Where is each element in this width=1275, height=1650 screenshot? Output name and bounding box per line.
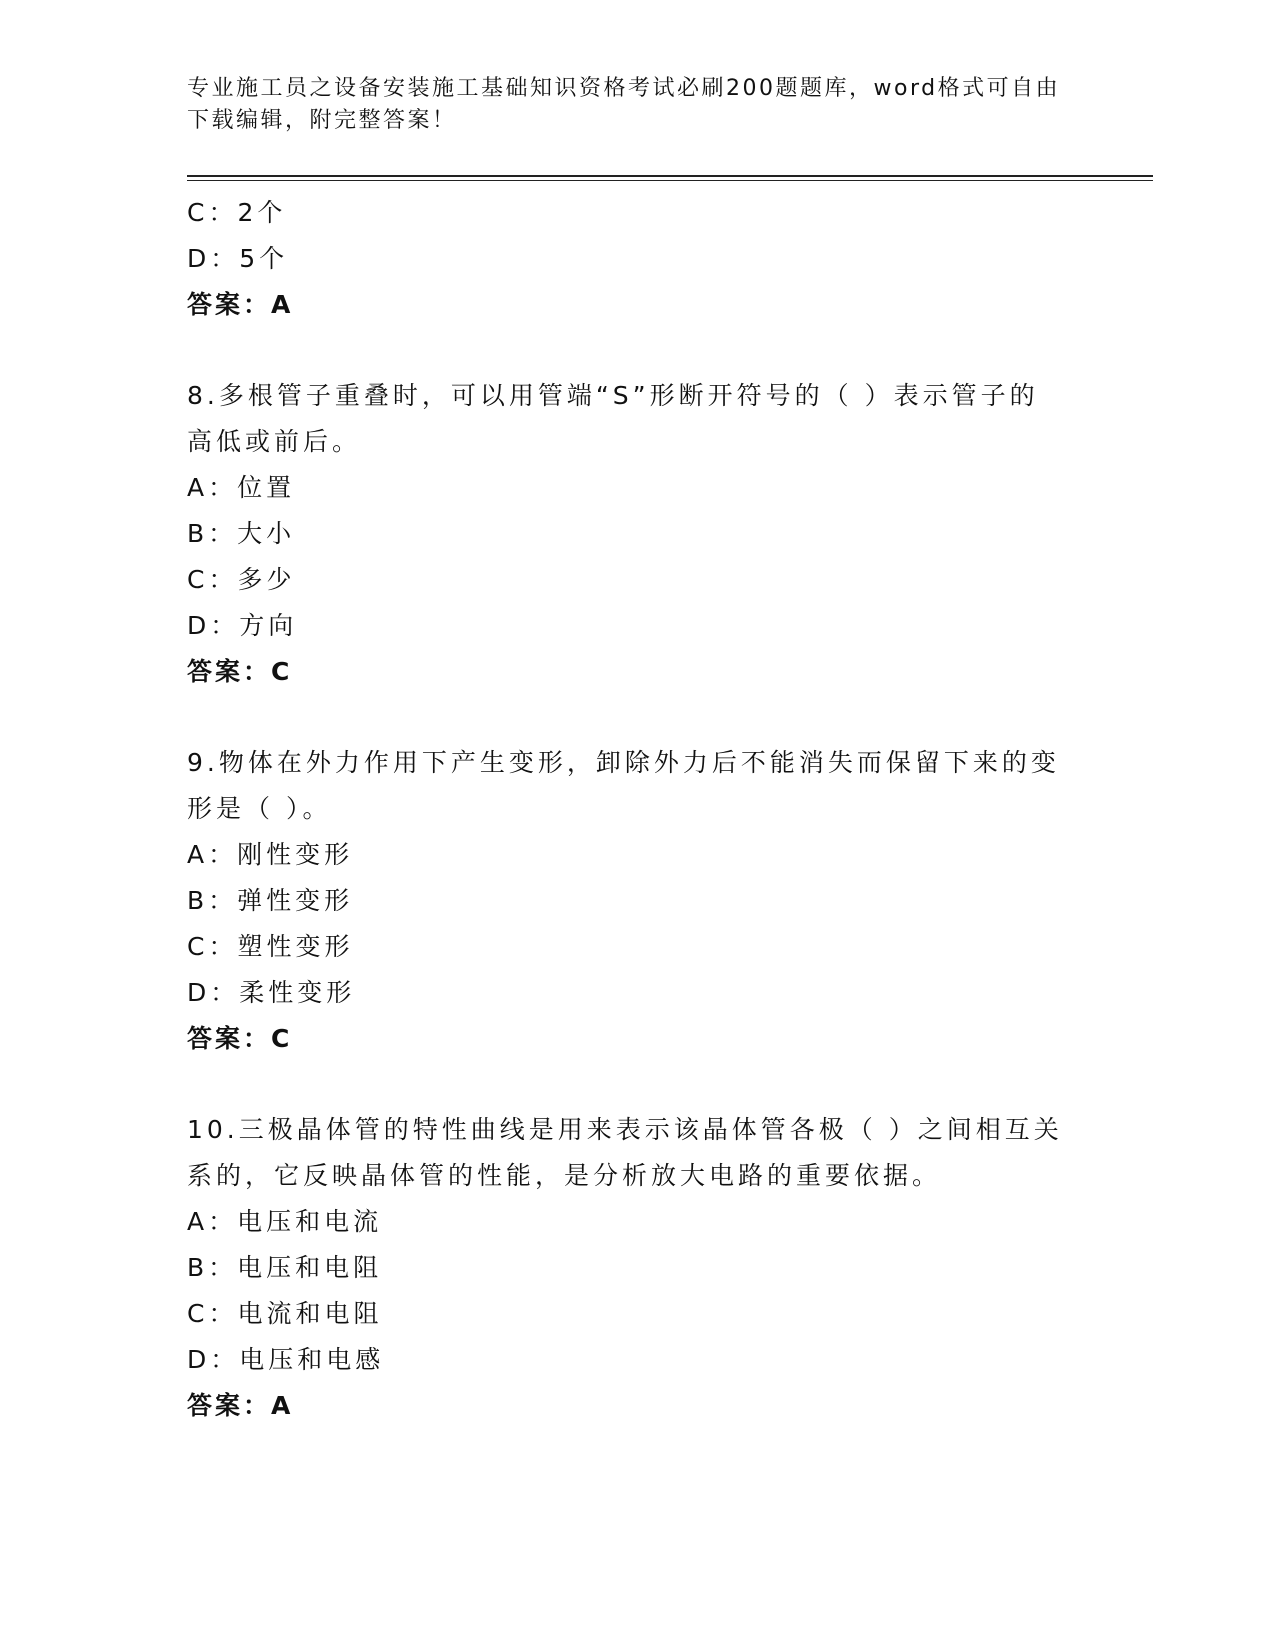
option-d: D：柔性变形: [187, 978, 356, 1007]
header-rule-thick: [187, 175, 1153, 177]
option-c: C：电流和电阻: [187, 1299, 383, 1328]
option-d: D：电压和电感: [187, 1345, 385, 1374]
option-a: A：位置: [187, 473, 296, 502]
answer-line: 答案：A: [187, 1391, 294, 1420]
option-b: B：电压和电阻: [187, 1253, 383, 1282]
answer-line: 答案：C: [187, 657, 293, 686]
header-rule-thin: [187, 180, 1153, 181]
option-a: A：电压和电流: [187, 1207, 383, 1236]
option-a: A：刚性变形: [187, 840, 354, 869]
question-stem-line-1: 9.物体在外力作用下产生变形，卸除外力后不能消失而保留下来的变: [187, 748, 1060, 777]
answer-line: 答案：C: [187, 1024, 293, 1053]
question-stem-line-2: 高低或前后。: [187, 427, 362, 456]
question-10: [187, 1107, 1087, 1429]
question-stem-line-1: 8.多根管子重叠时，可以用管端“S”形断开符号的（ ）表示管子的: [187, 381, 1039, 410]
option-d: D：5个: [187, 244, 289, 273]
question-8: [187, 373, 1087, 695]
header-line-2: 下载编辑，附完整答案！: [187, 108, 457, 133]
header-line-1: 专业施工员之设备安装施工基础知识资格考试必刷200题题库，word格式可自由: [187, 76, 1061, 101]
page-header: [187, 73, 1087, 137]
question-9: [187, 740, 1087, 1062]
question-stem-line-2: 系的，它反映晶体管的性能，是分析放大电路的重要依据。: [187, 1161, 942, 1190]
option-c: C：塑性变形: [187, 932, 354, 961]
previous-question-tail: [187, 190, 1087, 328]
question-stem-line-1: 10.三极晶体管的特性曲线是用来表示该晶体管各极（ ）之间相互关: [187, 1115, 1063, 1144]
option-c: C：多少: [187, 565, 296, 594]
option-d: D：方向: [187, 611, 298, 640]
question-list: [187, 190, 1087, 1429]
option-c: C：2个: [187, 198, 287, 227]
question-stem-line-2: 形是（ ）。: [187, 794, 332, 823]
option-b: B：大小: [187, 519, 296, 548]
option-b: B：弹性变形: [187, 886, 354, 915]
answer-line: 答案：A: [187, 290, 294, 319]
